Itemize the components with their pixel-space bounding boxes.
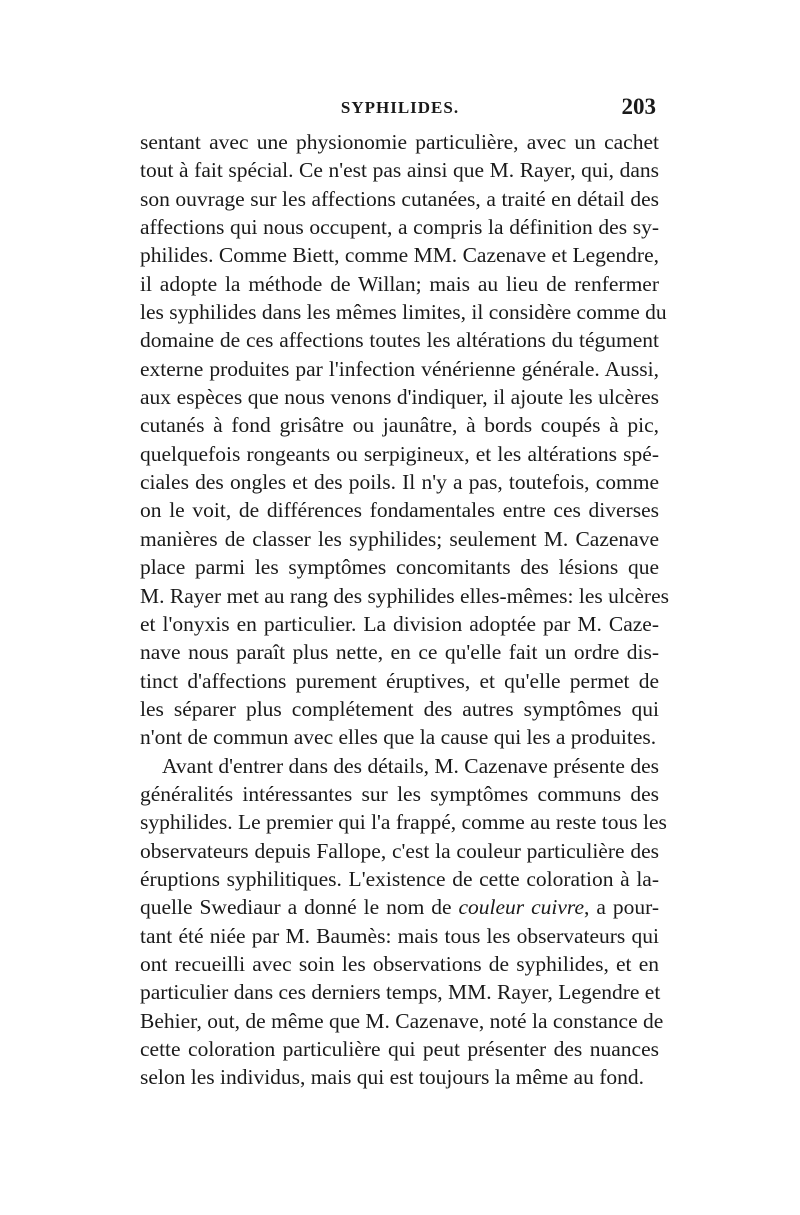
text-line: ont recueilli avec soin les observations de syphilides, et en — [140, 951, 659, 976]
text-line: sentant avec une physionomie particulière, avec un cachet — [140, 130, 659, 154]
text-line: les séparer plus complétement des autres symptômes qui — [140, 696, 659, 721]
text-line: tout à fait spécial. Ce n'est pas ainsi que M. Rayer, qui, dans — [140, 158, 659, 183]
text-line: externe produites par l'infection vénérienne générale. Aussi, — [140, 356, 659, 381]
text-line: tant été niée par M. Baumès: mais tous les observateurs qui — [140, 923, 659, 948]
text-line: cette coloration particulière qui peut présenter des nuances — [140, 1037, 659, 1061]
text-line: son ouvrage sur les affections cutanées, a traité en détail des — [140, 186, 659, 211]
body-text — [140, 128, 669, 1092]
text-line: généralités intéressantes sur les symptômes communs des — [140, 781, 659, 806]
text-line: manières de classer les syphilides; seulement M. Cazenave — [140, 526, 659, 551]
text-line: Behier, out, de même que M. Cazenave, noté la constance de — [140, 1008, 664, 1033]
text-line: ciales des ongles et des poils. Il n'y a pas, toutefois, comme — [140, 470, 659, 495]
line-head: quelle Swediaur a donné le nom de — [140, 895, 452, 920]
text-line: quelquefois rongeants ou serpigineux, et les altérations spé- — [140, 441, 659, 466]
line-tail: , a pour- — [584, 895, 659, 920]
paragraph-end-line: selon les individus, mais qui est toujours la même au fond. — [140, 1065, 644, 1090]
running-title: SYPHILIDES. — [340, 98, 460, 117]
running-head — [140, 94, 660, 124]
text-line: il adopte la méthode de Willan; mais au lieu de renfermer — [140, 271, 659, 296]
text-line: tinct d'affections purement éruptives, et qu'elle permet de — [140, 668, 659, 693]
text-line-with-italic — [140, 893, 659, 921]
page-number: 203 — [621, 94, 656, 119]
text-line: et l'onyxis en particulier. La division adoptée par M. Caze- — [140, 611, 659, 636]
text-line: place parmi les symptômes concomitants des lésions que — [140, 555, 659, 580]
paragraph-start-line: Avant d'entrer dans des détails, M. Cazenave présente des — [162, 753, 659, 778]
text-line: affections qui nous occupent, a compris la définition des sy- — [140, 215, 659, 240]
paragraph-end-line: n'ont de commun avec elles que la cause qui les a produites. — [140, 725, 657, 750]
text-line: syphilides. Le premier qui l'a frappé, comme au reste tous les — [140, 810, 667, 835]
text-line: observateurs depuis Fallope, c'est la couleur particulière des — [140, 838, 659, 863]
text-line: nave nous paraît plus nette, en ce qu'elle fait un ordre dis- — [140, 640, 659, 665]
text-line: domaine de ces affections toutes les altérations du tégument — [140, 328, 659, 353]
text-line: particulier dans ces derniers temps, MM. Rayer, Legendre et — [140, 980, 661, 1005]
text-line: M. Rayer met au rang des syphilides elles-mêmes: les ulcères — [140, 583, 669, 608]
italic-term: couleur cuivre — [458, 895, 585, 920]
text-line: cutanés à fond grisâtre ou jaunâtre, à bords coupés à pic, — [140, 413, 659, 438]
text-line: aux espèces que nous venons d'indiquer, il ajoute les ulcères — [140, 385, 659, 410]
text-line: les syphilides dans les mêmes limites, il considère comme du — [140, 300, 667, 325]
text-line: on le voit, de différences fondamentales entre ces diverses — [140, 498, 659, 523]
text-line: philides. Comme Biett, comme MM. Cazenave et Legendre, — [140, 243, 659, 268]
text-line: éruptions syphilitiques. L'existence de cette coloration à la- — [140, 866, 659, 891]
